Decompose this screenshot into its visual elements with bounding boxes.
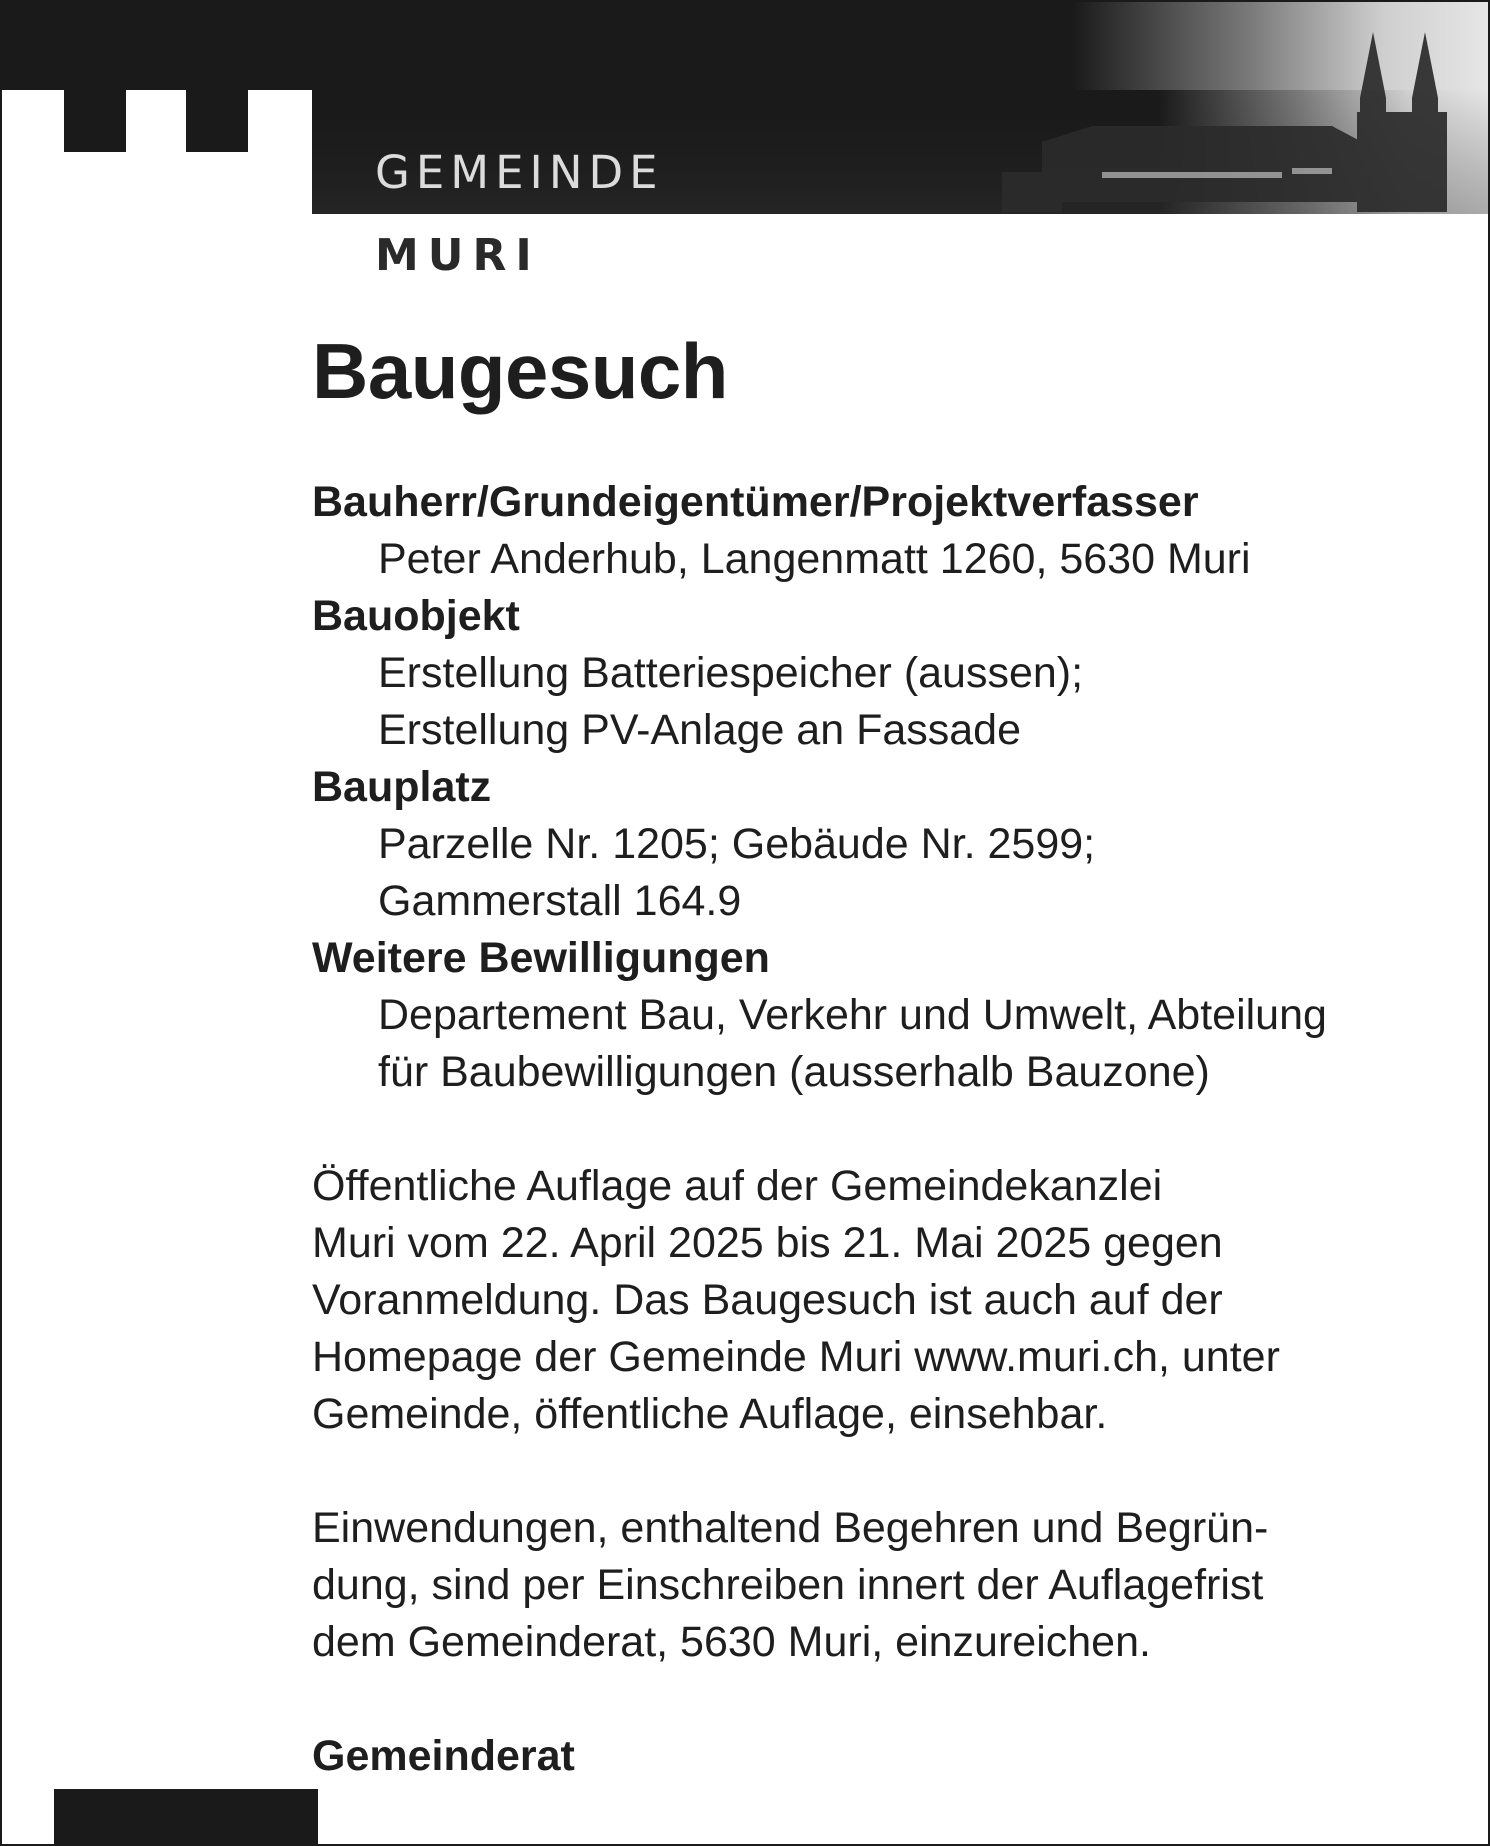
header-graphic (2, 2, 1488, 262)
paragraph-line: Muri vom 22. April 2025 bis 21. Mai 2025 gegen (312, 1219, 1223, 1267)
notice-title: Baugesuch (312, 327, 728, 415)
section-site (312, 759, 1462, 930)
section-heading: Bauobjekt (312, 592, 520, 640)
section-line: für Baubewilligungen (ausserhalb Bauzone) (378, 1048, 1210, 1096)
section-heading: Bauplatz (312, 763, 492, 811)
paragraph-line: Homepage der Gemeinde Muri www.muri.ch, unter (312, 1333, 1280, 1381)
paragraph-line: dem Gemeinderat, 5630 Muri, einzureichen. (312, 1618, 1151, 1666)
band-top (2, 2, 1488, 90)
section-line: Peter Anderhub, Langenmatt 1260, 5630 Muri (378, 535, 1251, 583)
section-line: Parzelle Nr. 1205; Gebäude Nr. 2599; (378, 820, 1096, 868)
section-owner (312, 474, 1462, 588)
merlon-1 (64, 90, 126, 152)
paragraph-line: Gemeinde, öffentliche Auflage, einsehbar. (312, 1390, 1108, 1438)
section-object (312, 588, 1462, 759)
section-heading: Weitere Bewilligungen (312, 934, 770, 982)
section-line: Erstellung Batteriespeicher (aussen); (378, 649, 1084, 697)
section-line: Erstellung PV-Anlage an Fassade (378, 706, 1022, 754)
section-permits (312, 930, 1462, 1101)
signature: Gemeinderat (312, 1732, 575, 1780)
notice-content (312, 474, 1462, 1785)
section-line: Departement Bau, Verkehr und Umwelt, Abteilung (378, 991, 1327, 1039)
footer-bar (54, 1789, 318, 1844)
paragraph-objections (312, 1500, 1462, 1671)
section-heading: Bauherr/Grundeigentümer/Projektverfasser (312, 478, 1199, 526)
paragraph-line: Öffentliche Auflage auf der Gemeindekanzlei (312, 1162, 1163, 1210)
logo-gemeinde: GEMEINDE (375, 146, 664, 199)
merlon-2 (186, 90, 248, 152)
logo-muri: MURI (375, 230, 541, 281)
paragraph-line: Voranmeldung. Das Baugesuch ist auch auf der (312, 1276, 1223, 1324)
paragraph-line: Einwendungen, enthaltend Begehren und Begrün- (312, 1504, 1269, 1552)
paragraph-public-display (312, 1158, 1462, 1443)
paragraph-line: dung, sind per Einschreiben innert der Auflagefrist (312, 1561, 1264, 1609)
section-line: Gammerstall 164.9 (378, 877, 742, 925)
header-band (2, 2, 1488, 214)
